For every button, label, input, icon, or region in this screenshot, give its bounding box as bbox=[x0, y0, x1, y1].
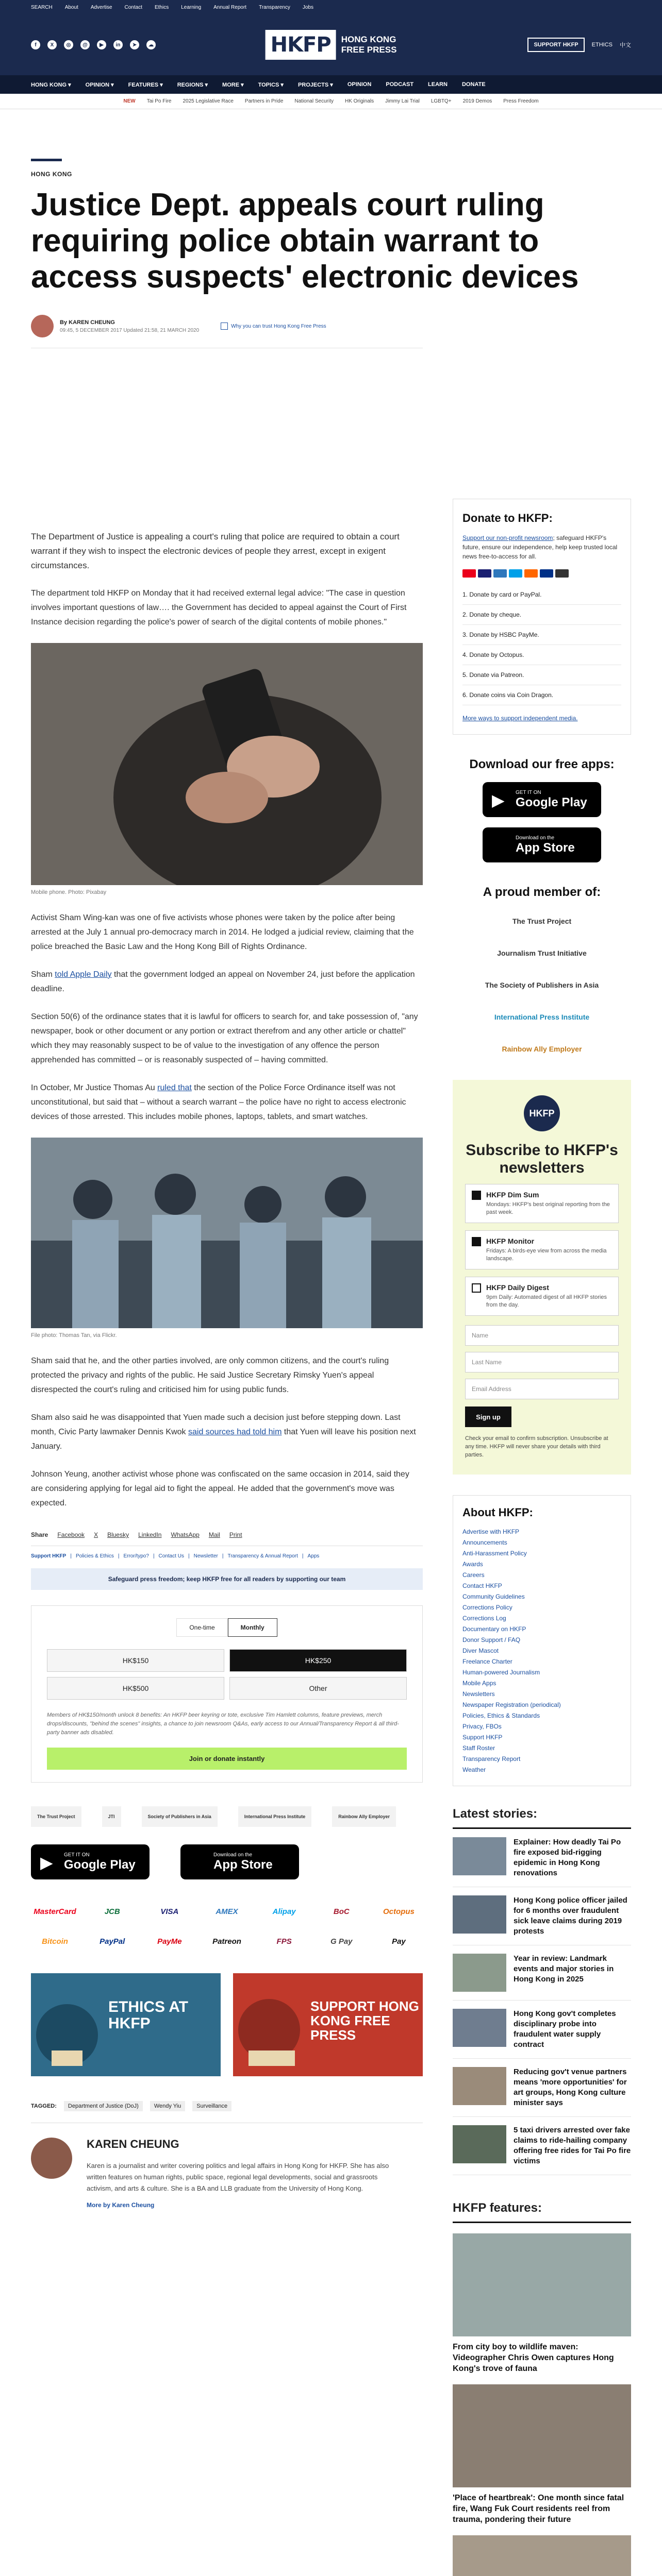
paragraph bbox=[31, 968, 423, 996]
about-link[interactable]: Privacy, FBOs bbox=[462, 1723, 502, 1730]
story-thumbnail[interactable] bbox=[453, 1895, 506, 1934]
member-section bbox=[453, 885, 631, 1059]
freq-one-time[interactable]: One-time bbox=[176, 1618, 227, 1637]
sidebar bbox=[453, 499, 631, 2576]
share-facebook[interactable]: Facebook bbox=[57, 1531, 85, 1538]
promo-banners bbox=[31, 1973, 423, 2076]
app-store-button[interactable] bbox=[180, 1844, 299, 1879]
page-container bbox=[31, 159, 631, 2524]
newsletter-desc: Mondays: HKFP's best original reporting from the past week. bbox=[486, 1201, 610, 1215]
nav-item-opinion[interactable]: OPINION ▾ bbox=[85, 81, 114, 88]
sidebar-google-play[interactable] bbox=[483, 782, 601, 817]
logo-mark: HKFP bbox=[266, 30, 336, 60]
apple-pay-icon: Pay bbox=[392, 1937, 406, 1946]
donate-option[interactable]: 1. Donate by card or PayPal. bbox=[462, 585, 621, 605]
footlink-error[interactable]: Error/typo? bbox=[123, 1553, 149, 1559]
feature-image[interactable] bbox=[453, 2384, 631, 2487]
footlink-contact[interactable]: Contact Us bbox=[158, 1553, 185, 1559]
nav-item-hong-kong[interactable]: HONG KONG ▾ bbox=[31, 81, 71, 88]
trending-item[interactable]: Jimmy Lai Trial bbox=[385, 98, 420, 104]
about-link[interactable]: Announcements bbox=[462, 1539, 507, 1546]
facebook-icon[interactable]: f bbox=[31, 40, 40, 49]
share-mail[interactable]: Mail bbox=[208, 1531, 220, 1538]
app-store-main: App Store bbox=[213, 1857, 273, 1872]
last-name-input[interactable]: Last Name bbox=[465, 1352, 619, 1372]
story-title[interactable]: Hong Kong police officer jailed for 6 months over fraudulent sick leave claims during 2019 protests bbox=[514, 1896, 627, 1936]
applepay-icon bbox=[555, 569, 569, 578]
freq-monthly[interactable]: Monthly bbox=[228, 1618, 277, 1637]
about-box bbox=[453, 1495, 631, 1786]
about-link[interactable]: Corrections Log bbox=[462, 1615, 506, 1622]
language-link[interactable]: 中文 bbox=[620, 42, 631, 48]
threads-icon[interactable]: @ bbox=[80, 40, 90, 49]
photo-caption: Mobile phone. Photo: Pixabay bbox=[31, 889, 107, 895]
phone-photo-illustration bbox=[31, 643, 423, 885]
nav-item-donate[interactable]: DONATE bbox=[461, 81, 486, 88]
paragraph bbox=[31, 1411, 423, 1454]
author-bio: Karen is a journalist and writer covering politics and legal affairs in Hong Kong for HKFP. She has also written features on human rights, public space, regional legal developments, social and grassroots activism, and arts & culture. She is a BA and LLB graduate from the University of Hong Kong. bbox=[87, 2162, 389, 2192]
topbar-transparency[interactable]: Transparency bbox=[259, 4, 290, 10]
about-link[interactable]: Staff Roster bbox=[462, 1744, 495, 1752]
mastercard-icon: MasterCard bbox=[34, 1907, 76, 1916]
google-play-main: Google Play bbox=[516, 795, 587, 809]
share-bluesky[interactable]: Bluesky bbox=[107, 1531, 129, 1538]
ruling-link[interactable]: ruled that bbox=[157, 1083, 192, 1092]
nav-item-features[interactable]: FEATURES ▾ bbox=[128, 81, 163, 88]
text-run: Sham also said he was disappointed that Yuen made such a decision just before stepping down. Last month, Civic Party lawmaker Dennis Kwok bbox=[31, 1413, 401, 1436]
text-run: In October, Mr Justice Thomas Au bbox=[31, 1083, 158, 1092]
member-sopa[interactable]: The Society of Publishers in Asia bbox=[485, 981, 599, 989]
google-play-main: Google Play bbox=[64, 1857, 136, 1872]
byline-author-link[interactable]: KAREN CHEUNG bbox=[69, 319, 115, 326]
latest-list bbox=[453, 1829, 631, 2175]
instagram-icon[interactable]: ◎ bbox=[64, 40, 73, 49]
police-photo-illustration bbox=[31, 1138, 423, 1328]
footlink-support[interactable]: Support HKFP bbox=[31, 1553, 67, 1559]
gpay-icon: G Pay bbox=[330, 1937, 353, 1946]
byline-author bbox=[60, 319, 199, 326]
fps-icon: FPS bbox=[276, 1937, 292, 1946]
author-avatar[interactable] bbox=[31, 315, 54, 337]
payment-cards bbox=[462, 569, 621, 578]
about-link[interactable]: Human-powered Journalism bbox=[462, 1669, 540, 1676]
amount-option-selected[interactable]: HK$250 bbox=[229, 1649, 407, 1672]
badge-trust-project[interactable]: The Trust Project bbox=[31, 1806, 81, 1827]
amount-option-other[interactable]: Other bbox=[229, 1677, 407, 1700]
newsletter-desc: Fridays: A birds-eye view from across the media landscape. bbox=[486, 1248, 607, 1262]
feature-image[interactable] bbox=[453, 2535, 631, 2576]
google-play-top: GET IT ON bbox=[64, 1852, 90, 1858]
social-links bbox=[31, 40, 156, 49]
sidebar-app-store[interactable] bbox=[483, 827, 601, 862]
trending-item[interactable]: Partners in Pride bbox=[244, 98, 284, 104]
logo-line-2: FREE PRESS bbox=[341, 45, 397, 55]
topbar-learning[interactable]: Learning bbox=[181, 4, 202, 10]
features-title: HKFP features: bbox=[453, 2201, 631, 2223]
logo-words bbox=[341, 35, 397, 55]
about-link[interactable]: Documentary on HKFP bbox=[462, 1625, 526, 1633]
trending-item[interactable]: HK Originals bbox=[344, 98, 374, 104]
name-input[interactable]: Name bbox=[465, 1325, 619, 1346]
feature-story[interactable] bbox=[453, 2535, 631, 2576]
about-link[interactable]: Careers bbox=[462, 1571, 485, 1579]
about-title: About HKFP: bbox=[462, 1506, 533, 1519]
app-store-top: Download on the bbox=[213, 1852, 253, 1858]
hkfp-newsletter-icon: HKFP bbox=[524, 1095, 560, 1131]
share-label: Share bbox=[31, 1531, 48, 1538]
tag-label: TAGGED: bbox=[31, 2103, 57, 2109]
donate-option[interactable]: 6. Donate coins via Coin Dragon. bbox=[462, 685, 621, 705]
trending-item[interactable]: 2025 Legislative Race bbox=[183, 98, 234, 104]
alipay-icon: Alipay bbox=[272, 1907, 296, 1916]
about-link[interactable]: Awards bbox=[462, 1561, 483, 1568]
newsletter-checkbox-checked[interactable] bbox=[472, 1191, 481, 1200]
nav-item-podcast[interactable]: PODCAST bbox=[386, 81, 414, 88]
trending-bar bbox=[0, 94, 662, 109]
author-name[interactable]: KAREN CHEUNG bbox=[87, 2138, 179, 2150]
donate-option[interactable]: 5. Donate via Patreon. bbox=[462, 665, 621, 685]
apps-title: Download our free apps: bbox=[469, 757, 615, 771]
member-ipi[interactable]: International Press Institute bbox=[494, 1013, 590, 1021]
newsletter-title: Subscribe to HKFP's newsletters bbox=[466, 1142, 618, 1176]
nav-item-projects[interactable]: PROJECTS ▾ bbox=[297, 81, 333, 88]
donate-sidebar-text-run: ; safeguard HKFP's future, ensure our independence, help keep trusted local news free-to-access for all. bbox=[462, 534, 618, 560]
badge-rainbow-ally[interactable]: Rainbow Ally Employer bbox=[332, 1806, 396, 1827]
newsletter-desc: 9pm Daily: Automated digest of all HKFP stories from the day. bbox=[486, 1294, 607, 1308]
member-rainbow-ally[interactable]: Rainbow Ally Employer bbox=[502, 1045, 582, 1053]
apps-section bbox=[453, 757, 631, 862]
story-title[interactable]: 5 taxi drivers arrested over fake claims to ride-hailing company offering free rides for Tai Po fire victims bbox=[514, 2126, 631, 2165]
nav-item-more[interactable]: MORE ▾ bbox=[222, 81, 244, 88]
topbar-about[interactable]: About bbox=[64, 4, 78, 10]
article-body bbox=[31, 530, 423, 2209]
jcb-icon: JCB bbox=[104, 1907, 120, 1916]
feature-image[interactable] bbox=[453, 2233, 631, 2336]
about-link[interactable]: Freelance Charter bbox=[462, 1658, 512, 1665]
article-title: Justice Dept. appeals court ruling requiring police obtain warrant to access suspects' electronic devices bbox=[31, 187, 579, 295]
story-title[interactable]: Hong Kong gov't completes disciplinary probe into fraudulent water supply contract bbox=[514, 2009, 616, 2049]
paypal-icon bbox=[540, 569, 553, 578]
latest-story[interactable] bbox=[453, 1945, 631, 2001]
topbar-jobs[interactable]: Jobs bbox=[302, 4, 313, 10]
topbar-ethics[interactable]: Ethics bbox=[154, 4, 169, 10]
newsletter-name: HKFP Daily Digest bbox=[486, 1283, 549, 1292]
about-link[interactable]: Policies, Ethics & Standards bbox=[462, 1712, 540, 1719]
tag-item[interactable]: Surveillance bbox=[192, 2101, 231, 2111]
paragraph: Section 50(6) of the ordinance states that it is lawful for officers to search for, and take possession of, "any newspaper, book or other document or any portion or extract therefrom and any other article or chattel" which they may reasonably suspect to be of value to the investigation of any offence the person apprehended has committed – or is reasonably suspected of – having committed. bbox=[31, 1012, 418, 1064]
newsletter-box bbox=[453, 1080, 631, 1475]
story-thumbnail[interactable] bbox=[453, 2009, 506, 2047]
mastercard-icon bbox=[462, 569, 476, 578]
boc-icon: BoC bbox=[333, 1907, 350, 1916]
topbar-contact[interactable]: Contact bbox=[124, 4, 142, 10]
feature-story[interactable] bbox=[453, 2384, 631, 2525]
story-thumbnail[interactable] bbox=[453, 1837, 506, 1875]
sources-link[interactable]: said sources had told him bbox=[188, 1428, 282, 1436]
badge-jti[interactable]: JTI bbox=[102, 1806, 121, 1827]
article-category[interactable]: HONG KONG bbox=[31, 171, 72, 178]
tag-list bbox=[31, 2101, 423, 2123]
story-thumbnail[interactable] bbox=[453, 2067, 506, 2105]
member-title: A proud member of: bbox=[483, 885, 601, 899]
brand-actions bbox=[527, 38, 631, 52]
about-link[interactable]: Anti-Harassment Policy bbox=[462, 1550, 527, 1557]
about-link[interactable]: Community Guidelines bbox=[462, 1593, 525, 1600]
app-store-main: App Store bbox=[516, 840, 575, 855]
trust-link[interactable] bbox=[221, 323, 326, 330]
octopus-icon bbox=[524, 569, 538, 578]
paragraph: Johnson Yeung, another activist whose phone was confiscated on the same occasion in 2014, said they are considering applying for legal aid to fight the appeal. He added that the government's move was expected. bbox=[31, 1470, 409, 1507]
octopus-icon: Octopus bbox=[383, 1907, 415, 1916]
member-jti[interactable]: Journalism Trust Initiative bbox=[497, 949, 587, 957]
donate-sidebar-box bbox=[453, 499, 631, 735]
byline-prefix: By bbox=[60, 319, 68, 326]
donate-sidebar-title: Donate to HKFP: bbox=[462, 512, 553, 524]
ethics-promo[interactable] bbox=[31, 1973, 221, 2076]
topbar-search[interactable]: SEARCH bbox=[31, 4, 53, 10]
payment-methods bbox=[31, 1900, 423, 1953]
site-logo[interactable] bbox=[266, 30, 397, 60]
amount-grid bbox=[47, 1649, 407, 1700]
about-link[interactable]: Donor Support / FAQ bbox=[462, 1636, 521, 1643]
newsletter-option[interactable] bbox=[465, 1230, 619, 1269]
signup-button[interactable]: Sign up bbox=[465, 1406, 511, 1427]
newsletter-checkbox[interactable] bbox=[472, 1283, 481, 1293]
latest-story[interactable] bbox=[453, 1829, 631, 1887]
trending-item[interactable]: LGBTQ+ bbox=[431, 98, 452, 104]
newsletter-name: HKFP Monitor bbox=[486, 1237, 535, 1245]
app-store-links bbox=[31, 1844, 423, 1879]
share-whatsapp[interactable]: WhatsApp bbox=[171, 1531, 200, 1538]
newsletter-note: Check your email to confirm subscription. Unsubscribe at any time. HKFP will never share your details with third parties. bbox=[465, 1435, 608, 1458]
ethics-link[interactable]: ETHICS bbox=[591, 42, 613, 48]
safeguard-banner[interactable]: Safeguard press freedom; keep HKFP free for all readers by supporting our team bbox=[31, 1568, 423, 1590]
youtube-icon[interactable]: ▶ bbox=[97, 40, 106, 49]
latest-story[interactable] bbox=[453, 2001, 631, 2059]
newsletter-name: HKFP Dim Sum bbox=[486, 1191, 539, 1199]
topbar-annual-report[interactable]: Annual Report bbox=[213, 4, 247, 10]
byline bbox=[31, 315, 423, 348]
nav-item-topics[interactable]: TOPICS ▾ bbox=[258, 81, 284, 88]
nav-item-learn[interactable]: LEARN bbox=[428, 81, 448, 88]
about-link[interactable]: Newspaper Registration (periodical) bbox=[462, 1701, 561, 1708]
support-hkfp-button[interactable]: SUPPORT HKFP bbox=[527, 38, 584, 52]
latest-story[interactable] bbox=[453, 2059, 631, 2117]
share-bar bbox=[31, 1524, 423, 1546]
topbar-advertise[interactable]: Advertise bbox=[90, 4, 112, 10]
latest-title: Latest stories: bbox=[453, 1807, 631, 1829]
visa-icon: VISA bbox=[160, 1907, 179, 1916]
main-nav bbox=[0, 75, 662, 94]
article-footer-links: Support HKFP | Policies & Ethics | Error/typo? | Contact Us | Newsletter | Transparency & Annual Report | Apps bbox=[31, 1553, 320, 1559]
trust-icon bbox=[221, 323, 228, 330]
linkedin-icon[interactable]: in bbox=[113, 40, 123, 49]
amex-icon bbox=[493, 569, 507, 578]
telegram-icon[interactable]: ➤ bbox=[130, 40, 139, 49]
brand-header bbox=[0, 14, 662, 75]
visa-icon bbox=[478, 569, 491, 578]
trending-item[interactable]: National Security bbox=[294, 98, 334, 104]
donate-option[interactable]: 2. Donate by cheque. bbox=[462, 605, 621, 625]
app-store-top: Download on the bbox=[516, 835, 555, 841]
trending-item[interactable]: Tai Po Fire bbox=[146, 98, 172, 104]
category-accent bbox=[31, 159, 62, 161]
top-utility-bar bbox=[0, 0, 662, 14]
about-link[interactable]: Corrections Policy bbox=[462, 1604, 512, 1611]
play-icon: ▶ bbox=[40, 1853, 53, 1872]
member-benefits-note: Members of HK$150/month unlock 8 benefits: An HKFP beer keyring or tote, exclusive Tim Hamlett columns, feature previews, merch drops/discounts, "behind the scenes" insights, a chance to join newsroom Q&As, early access to our Annual/Transparency Report & all third-party banner ads disabled. bbox=[47, 1712, 399, 1736]
patreon-icon: Patreon bbox=[212, 1937, 241, 1946]
newsletter-option[interactable] bbox=[465, 1184, 619, 1223]
tag-item[interactable]: Department of Justice (DoJ) bbox=[64, 2101, 143, 2111]
about-link[interactable]: Mobile Apps bbox=[462, 1680, 496, 1687]
support-promo[interactable] bbox=[233, 1973, 423, 2076]
about-link[interactable]: Contact HKFP bbox=[462, 1582, 502, 1589]
features-list bbox=[453, 2233, 631, 2576]
support-promo-title: SUPPORT HONG KONG FREE PRESS bbox=[310, 1998, 419, 2043]
payme-icon: PayMe bbox=[157, 1937, 182, 1946]
google-play-top: GET IT ON bbox=[516, 789, 541, 795]
logo-line-1: HONG KONG bbox=[341, 35, 396, 44]
badge-ipi[interactable]: International Press Institute bbox=[238, 1806, 312, 1827]
join-donate-button[interactable]: Join or donate instantly bbox=[47, 1748, 407, 1770]
paragraph bbox=[31, 1081, 423, 1124]
donate-widget bbox=[31, 1605, 423, 1783]
support-newsroom-link[interactable]: Support our non-profit newsroom bbox=[462, 534, 553, 541]
latest-story[interactable] bbox=[453, 2117, 631, 2175]
more-ways-link[interactable]: More ways to support independent media. bbox=[462, 715, 578, 722]
nav-item-opinion-2[interactable]: OPINION bbox=[347, 81, 372, 88]
alipay-icon bbox=[509, 569, 522, 578]
paragraph: The department told HKFP on Monday that it had received external legal advice: "The case in question involves important questions of law…. the Government has decided to appeal against the Court of First Instance decision regarding the police's power of search of the digital contents of mobile phones." bbox=[31, 589, 407, 626]
paragraph: Sham said that he, and the other parties involved, are only common citizens, and the court's ruling protected the privacy and rights of the public. He said Justice Secretary Rimsky Yuen's appeal disrespected the court's ruling and criticised him for using public funds. bbox=[31, 1357, 389, 1394]
member-trust-project[interactable]: The Trust Project bbox=[512, 917, 572, 925]
text-run: the section of the Police Force Ordinance itself was not unconstitutional, but said that – without a search warrant – the police have no right to access electronic devices of those arrested. This includes mobile phones, laptops, tablets, and smart watches. bbox=[31, 1083, 406, 1121]
membership-badges bbox=[31, 1806, 423, 1827]
trending-item[interactable]: 2019 Demos bbox=[462, 98, 492, 104]
email-input[interactable]: Email Address bbox=[465, 1379, 619, 1399]
trending-new-label: NEW bbox=[123, 98, 136, 104]
feature-title[interactable]: From city boy to wildlife maven: Videographer Chris Owen captures Hong Kong's trove of fauna bbox=[453, 2343, 614, 2373]
about-link[interactable]: Advertise with HKFP bbox=[462, 1528, 520, 1535]
x-icon[interactable]: X bbox=[47, 40, 57, 49]
story-thumbnail[interactable] bbox=[453, 2125, 506, 2163]
author-avatar-large[interactable] bbox=[31, 2138, 72, 2179]
article-photo-phone bbox=[31, 643, 423, 885]
story-title[interactable]: Reducing gov't venue partners means 'more opportunities' for art groups, Hong Kong culture minister says bbox=[514, 2067, 627, 2107]
paragraph: The Department of Justice is appealing a court's ruling that police are required to obtain a court warrant if they wish to inspect the electronic devices of people they arrest, except in exigent circumstances. bbox=[31, 532, 400, 570]
newsletter-option[interactable] bbox=[465, 1277, 619, 1316]
bitcoin-icon: Bitcoin bbox=[42, 1937, 68, 1946]
apple-daily-link[interactable]: told Apple Daily bbox=[55, 970, 112, 979]
text-run: that the government lodged an appeal on November 24, just before the application deadline. bbox=[31, 970, 415, 993]
article-photo-police bbox=[31, 1138, 423, 1328]
about-link[interactable]: Weather bbox=[462, 1766, 486, 1773]
story-thumbnail[interactable] bbox=[453, 1954, 506, 1992]
more-by-author-link[interactable]: More by Karen Cheung bbox=[87, 2201, 155, 2209]
article-dates: 09:45, 5 DECEMBER 2017 Updated 21:58, 21 MARCH 2020 bbox=[60, 327, 200, 333]
photo-caption: File photo: Thomas Tan, via Flickr. bbox=[31, 1332, 117, 1338]
footlink-transparency[interactable]: Transparency & Annual Report bbox=[227, 1553, 298, 1559]
ethics-promo-title: ETHICS AT HKFP bbox=[108, 1998, 188, 2032]
trust-label: Why you can trust Hong Kong Free Press bbox=[231, 323, 326, 329]
google-play-button[interactable] bbox=[31, 1844, 150, 1879]
amount-option[interactable]: HK$500 bbox=[47, 1677, 224, 1700]
about-link[interactable]: Diver Mascot bbox=[462, 1647, 499, 1654]
author-box bbox=[31, 2138, 423, 2209]
text-run: Sham bbox=[31, 970, 55, 979]
latest-story[interactable] bbox=[453, 1887, 631, 1945]
donate-sidebar-text bbox=[462, 533, 621, 561]
badge-sopa[interactable]: Society of Publishers in Asia bbox=[142, 1806, 218, 1827]
feature-story[interactable] bbox=[453, 2233, 631, 2374]
donate-option[interactable]: 4. Donate by Octopus. bbox=[462, 645, 621, 665]
about-link[interactable]: Support HKFP bbox=[462, 1734, 503, 1741]
story-title[interactable]: Explainer: How deadly Tai Po fire exposed bid-rigging epidemic in Hong Kong renovations bbox=[514, 1838, 621, 1877]
newsletter-checkbox-checked[interactable] bbox=[472, 1237, 481, 1246]
paypal-icon: PayPal bbox=[100, 1937, 125, 1946]
share-print[interactable]: Print bbox=[229, 1531, 242, 1538]
footlink-policies[interactable]: Policies & Ethics bbox=[75, 1553, 114, 1559]
trending-item[interactable]: Press Freedom bbox=[503, 98, 539, 104]
paragraph: Activist Sham Wing-kan was one of five activists whose phones were taken by the police after being arrested at the July 1 annual pro-democracy march in 2014. He lodged a judicial review, claiming that the police breached the Basic Law and the Hong Kong Bill of Rights Ordinance. bbox=[31, 913, 414, 951]
play-icon: ▶ bbox=[492, 791, 505, 809]
story-title[interactable]: Year in review: Landmark events and major stories in Hong Kong in 2025 bbox=[514, 1954, 614, 1984]
footlink-newsletter[interactable]: Newsletter bbox=[193, 1553, 218, 1559]
tag-item[interactable]: Wendy Yiu bbox=[150, 2101, 185, 2111]
footlink-apps[interactable]: Apps bbox=[307, 1553, 320, 1559]
feature-title[interactable]: 'Place of heartbreak': One month since fatal fire, Wang Fuk Court residents reel from trauma, pondering their future bbox=[453, 2494, 624, 2524]
donate-option[interactable]: 3. Donate by HSBC PayMe. bbox=[462, 625, 621, 645]
share-linkedin[interactable]: LinkedIn bbox=[138, 1531, 162, 1538]
frequency-toggle bbox=[47, 1618, 407, 1637]
amex-icon: AMEX bbox=[216, 1907, 238, 1916]
nav-item-regions[interactable]: REGIONS ▾ bbox=[177, 81, 208, 88]
bluesky-icon[interactable]: ☁ bbox=[146, 40, 156, 49]
about-list bbox=[462, 1527, 621, 1775]
about-link[interactable]: Newsletters bbox=[462, 1690, 495, 1698]
about-link[interactable]: Transparency Report bbox=[462, 1755, 521, 1762]
text-run: that Yuen will leave his position next January. bbox=[31, 1428, 416, 1451]
amount-option[interactable]: HK$150 bbox=[47, 1649, 224, 1672]
share-x[interactable]: X bbox=[94, 1531, 98, 1538]
